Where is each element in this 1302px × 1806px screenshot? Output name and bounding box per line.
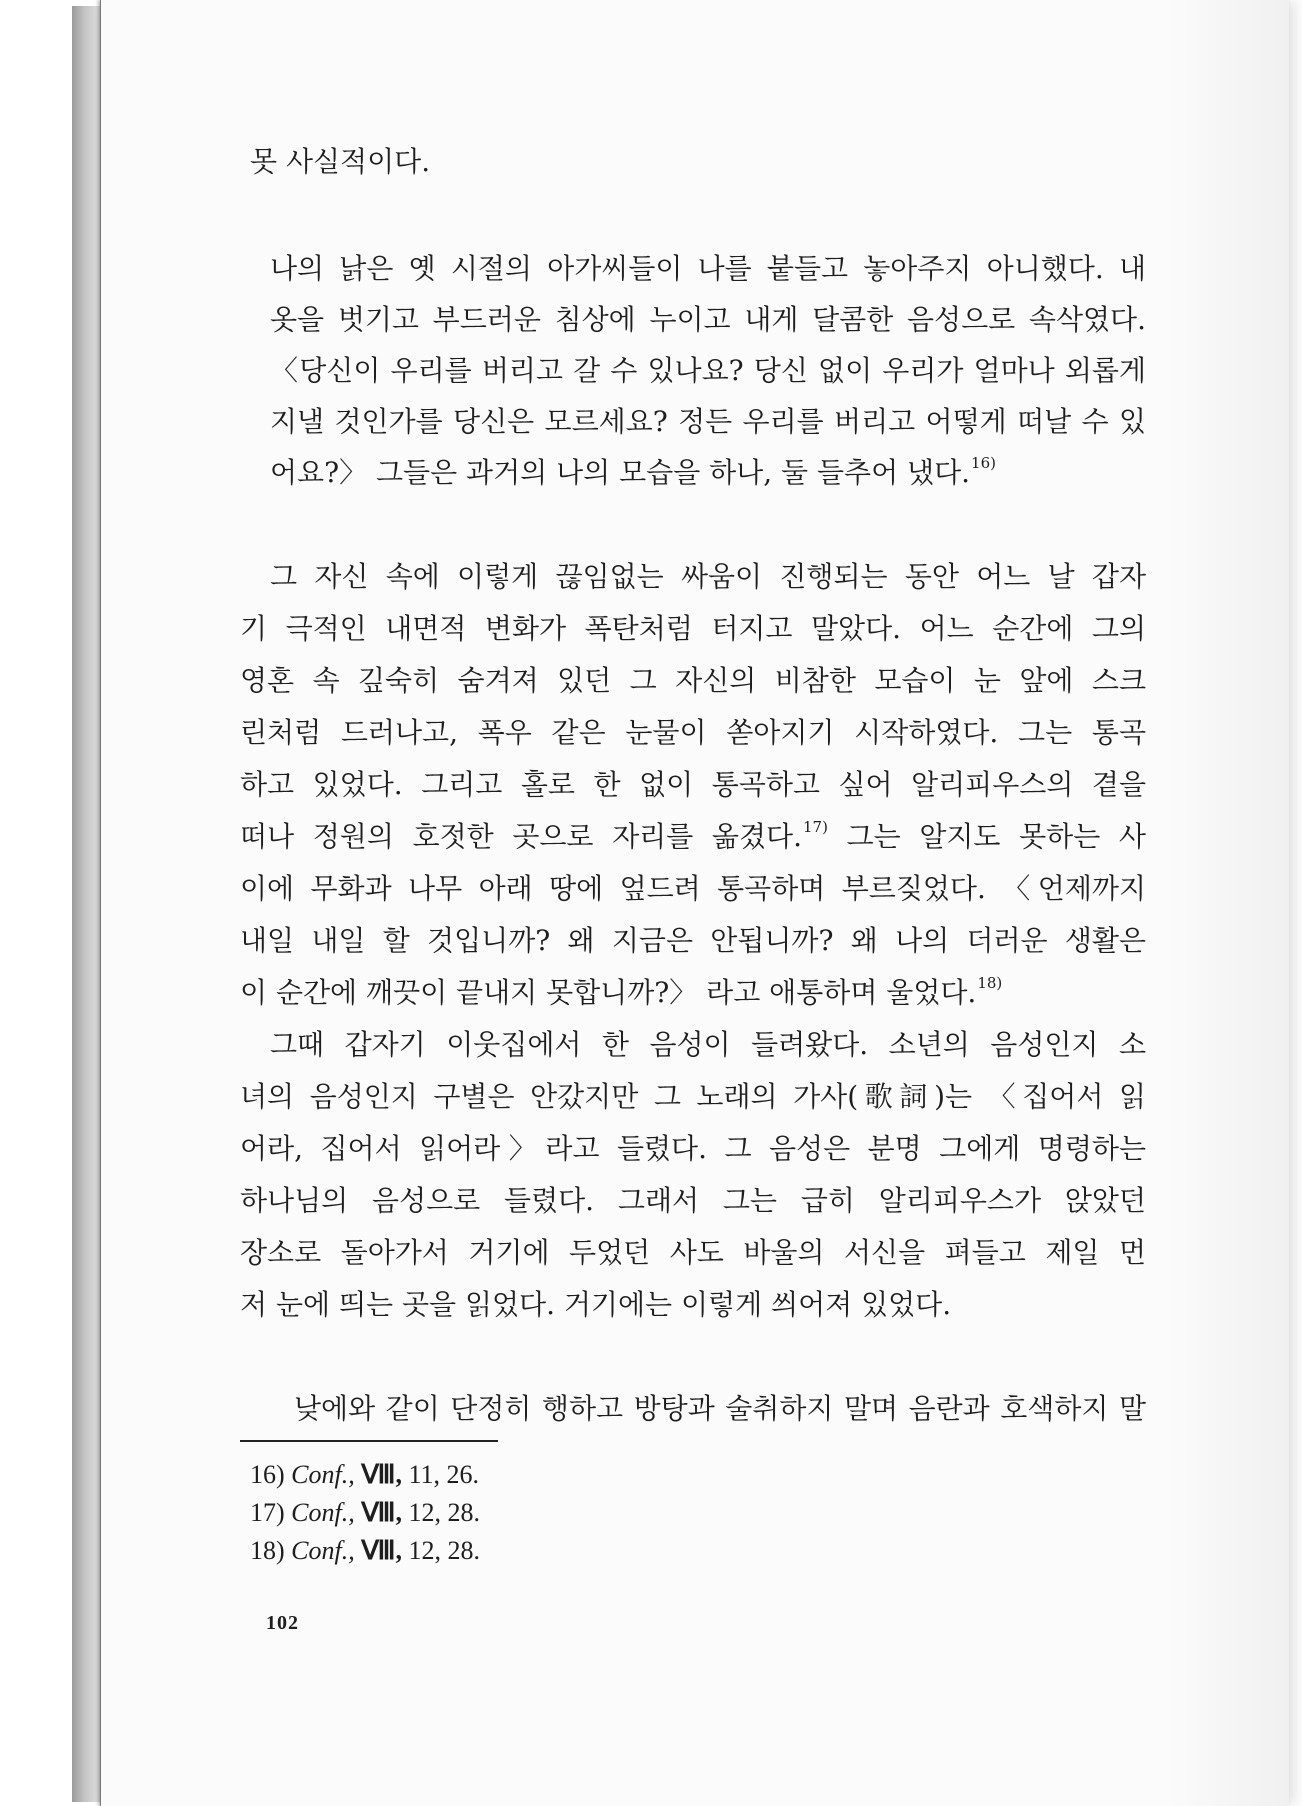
footnote-num: 18) [250,1536,285,1565]
footnote-book: Ⅷ, [361,1460,402,1489]
quote1-line-5-text: 어요?〉 그들은 과거의 나의 모습을 하나, 둘 들추어 냈다. [270,456,971,489]
footnote-18 [250,1534,480,1568]
footnote-ref: 11, 26. [408,1460,480,1489]
quote1-line-4: 지낼 것인가를 당신은 모르세요? 정든 우리를 버리고 어떻게 떠날 수 있 [270,405,1146,438]
para1-line-6-text-a: 떠나 정원의 호젓한 곳으로 자리를 옮겼다. [240,820,802,853]
footnote-book: Ⅷ, [361,1498,402,1527]
para1-line-9 [240,975,1002,1011]
quote1-line-5 [270,455,996,491]
para1-line-6 [240,819,1146,855]
para1-line-7: 이에 무화과 나무 아래 땅에 엎드려 통곡하며 부르짖었다. 〈언제까지 [240,872,1146,905]
footnote-16 [250,1458,479,1492]
para1-line-4: 린처럼 드러나고, 폭우 같은 눈물이 쏟아지기 시작하였다. 그는 통곡 [240,716,1146,749]
para1-line-8: 내일 내일 할 것입니까? 왜 지금은 안됩니까? 왜 나의 더러운 생활은 [240,924,1146,957]
para2-line-4: 하나님의 음성으로 들렸다. 그래서 그는 급히 알리피우스가 앉았던 [240,1184,1146,1217]
page-number: 102 [266,1612,299,1634]
footnote-book: Ⅷ, [361,1536,402,1565]
para1-line-6-text-b: 그는 알지도 못하는 사 [827,820,1146,853]
quote1-line-1: 나의 낡은 옛 시절의 아가씨들이 나를 붙들고 놓아주지 아니했다. 내 [270,252,1146,285]
footnote-17 [250,1496,480,1530]
para1-line-5: 하고 있었다. 그리고 홀로 한 없이 통곡하고 싶어 알리피우스의 곁을 [240,768,1146,801]
footnote-work: Conf., [291,1460,355,1489]
para2-line-5: 장소로 돌아가서 거기에 두었던 사도 바울의 서신을 펴들고 제일 먼 [240,1236,1146,1269]
footnote-marker-17: 17) [802,818,828,836]
para2-line-1: 그때 갑자기 이웃집에서 한 음성이 들려왔다. 소년의 음성인지 소 [270,1028,1146,1061]
footnote-num: 16) [250,1460,285,1489]
footnote-rule [240,1440,498,1442]
page-shading [1169,0,1289,1806]
footnote-work: Conf., [291,1536,355,1565]
para1-line-3: 영혼 속 깊숙히 숨겨져 있던 그 자신의 비참한 모습이 눈 앞에 스크 [240,664,1146,697]
continued-line: 못 사실적이다. [250,145,431,178]
footnote-marker-16: 16) [971,454,996,472]
footnote-ref: 12, 28. [408,1536,480,1565]
block-quote-2-line: 낮에와 같이 단정히 행하고 방탕과 술취하지 말며 음란과 호색하지 말 [294,1392,1146,1425]
footnote-ref: 12, 28. [408,1498,480,1527]
quote1-line-3: 〈당신이 우리를 버리고 갈 수 있나요? 당신 없이 우리가 얼마나 외롭게 [270,354,1146,387]
para2-line-6: 저 눈에 띄는 곳을 읽었다. 거기에는 이렇게 씌어져 있었다. [240,1288,952,1321]
quote1-line-2: 옷을 벗기고 부드러운 침상에 누이고 내게 달콤한 음성으로 속삭였다. [270,303,1146,336]
footnote-num: 17) [250,1498,285,1527]
footnote-marker-18: 18) [977,974,1003,992]
footnote-work: Conf., [291,1498,355,1527]
para2-line-3: 어라, 집어서 읽어라〉라고 들렸다. 그 음성은 분명 그에게 명령하는 [240,1132,1146,1165]
para1-line-2: 기 극적인 내면적 변화가 폭탄처럼 터지고 말았다. 어느 순간에 그의 [240,612,1146,645]
para2-line-2: 녀의 음성인지 구별은 안갔지만 그 노래의 가사(歌詞)는 〈집어서 읽 [240,1080,1146,1113]
para1-line-1: 그 자신 속에 이렇게 끊임없는 싸움이 진행되는 동안 어느 날 갑자 [270,560,1146,593]
para1-line-9-text: 이 순간에 깨끗이 끝내지 못합니까?〉 라고 애통하며 울었다. [240,976,977,1009]
